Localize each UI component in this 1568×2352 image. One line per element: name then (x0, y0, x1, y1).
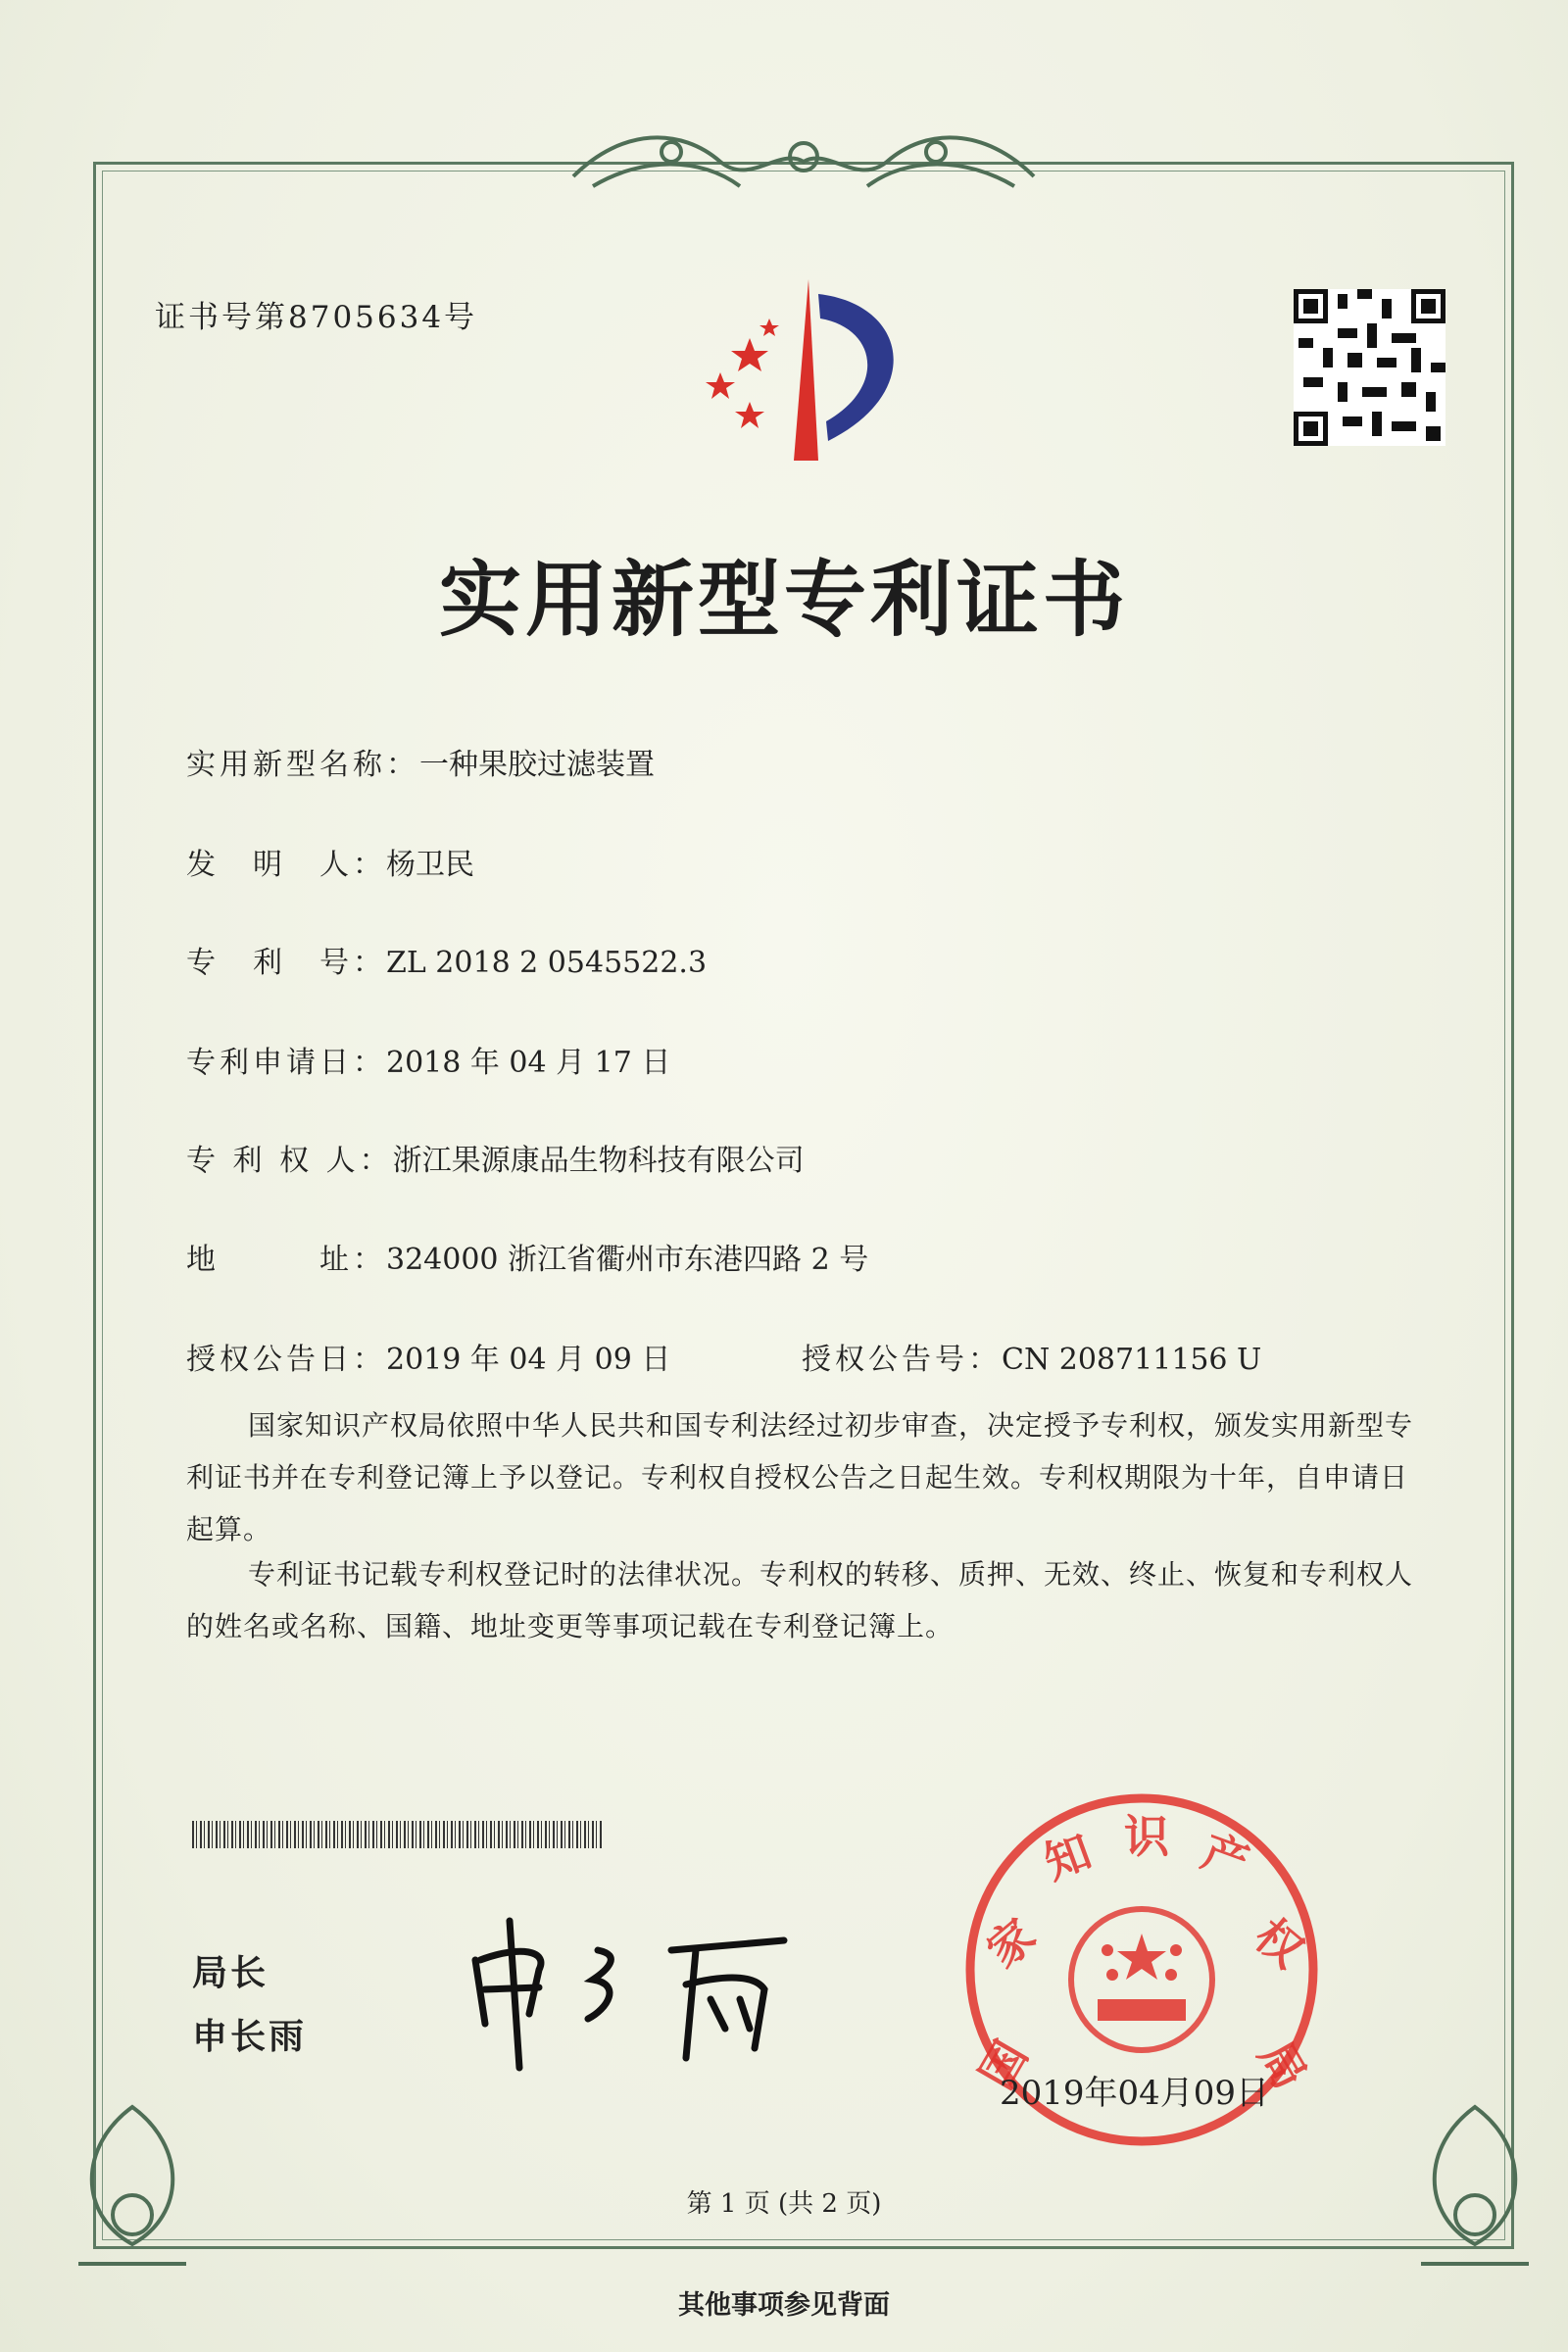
field-value: 2019 年 04 月 09 日 (386, 1343, 671, 1377)
svg-text:产: 产 (1195, 1824, 1256, 1890)
field-value: 一种果胶过滤装置 (419, 748, 655, 782)
svg-text:家: 家 (976, 1908, 1046, 1979)
field-label: 授权公告号： (802, 1343, 1002, 1377)
field-label: 实用新型名称： (186, 748, 419, 782)
barcode (192, 1821, 604, 1848)
qr-code (1294, 289, 1446, 446)
field-patent-number (186, 938, 707, 981)
field-value: ZL 2018 2 0545522.3 (386, 946, 708, 980)
field-value: 杨卫民 (386, 848, 474, 882)
field-grant-date (186, 1335, 670, 1378)
paragraph-grant-statement: 国家知识产权局依照中华人民共和国专利法经过初步审查，决定授予专利权，颁发实用新型专利证书并在专利登记簿上予以登记。专利权自授权公告之日起生效。专利权期限为十年，自申请日起算。 (186, 1409, 1414, 1545)
field-value: CN 208711156 U (1002, 1343, 1262, 1377)
field-label: 授权公告日： (186, 1343, 386, 1377)
field-utility-model-name (186, 740, 655, 783)
field-value: 324000 浙江省衢州市东港四路 2 号 (386, 1243, 869, 1277)
field-inventor (186, 840, 474, 883)
field-value: 2018 年 04 月 17 日 (386, 1046, 671, 1080)
field-label: 专 利 权 人： (186, 1144, 393, 1178)
page-number: 第 1 页 (共 2 页) (686, 2189, 882, 2219)
field-value: 浙江果源康品生物科技有限公司 (392, 1144, 805, 1178)
field-address (186, 1235, 868, 1278)
field-grant-number (802, 1335, 1261, 1378)
handwritten-signature (461, 1911, 813, 2078)
field-application-date (186, 1038, 670, 1081)
certificate-number: 证书号第8705634号 (155, 300, 478, 335)
back-side-note: 其他事项参见背面 (678, 2290, 890, 2321)
field-patentee (186, 1136, 805, 1179)
svg-text:权: 权 (1245, 1908, 1314, 1979)
svg-text:国: 国 (969, 2032, 1039, 2098)
field-label: 专利申请日： (186, 1046, 386, 1080)
paragraph-legal-status: 专利证书记载专利权登记时的法律状况。专利权的转移、质押、无效、终止、恢复和专利权人的姓名或名称、国籍、地址变更等事项记载在专利登记簿上。 (186, 1558, 1414, 1642)
field-label: 发 明 人： (186, 848, 386, 882)
field-label: 专 利 号： (186, 946, 386, 980)
signatory-title: 局长 (192, 1953, 270, 1993)
svg-text:识: 识 (1124, 1810, 1169, 1863)
field-label: 地 址： (186, 1243, 386, 1277)
top-ornament (564, 118, 1044, 206)
svg-text:知: 知 (1037, 1824, 1099, 1890)
svg-text:局: 局 (1248, 2032, 1317, 2098)
seal-date: 2019年04月09日 (1000, 2074, 1270, 2113)
signatory-name: 申长雨 (192, 2017, 308, 2057)
page-title: 实用新型专利证书 (438, 552, 1129, 648)
patent-office-logo (681, 274, 936, 470)
